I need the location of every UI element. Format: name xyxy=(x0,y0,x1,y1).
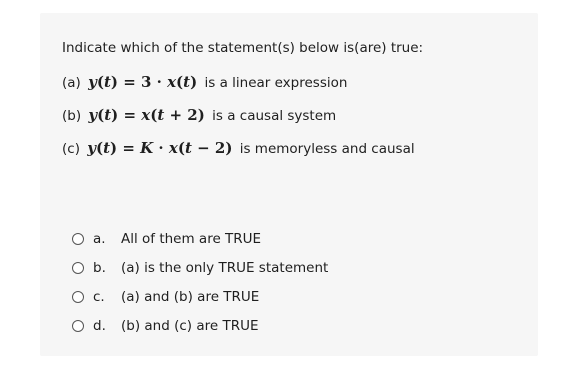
statement-tag: (c) xyxy=(62,141,80,157)
statement-a xyxy=(62,73,347,91)
option-label: All of them are TRUE xyxy=(121,231,262,247)
radio-button[interactable] xyxy=(72,320,84,332)
option-label: (a) and (b) are TRUE xyxy=(121,289,260,305)
statement-tag: (a) xyxy=(62,75,81,91)
answer-option-b[interactable] xyxy=(72,260,328,276)
equation: y(t) = 3 · x(t) xyxy=(88,73,198,91)
option-letter: b. xyxy=(93,260,106,276)
question-prompt: Indicate which of the statement(s) below is(are) true: xyxy=(62,40,424,56)
option-letter: a. xyxy=(93,231,106,247)
radio-button[interactable] xyxy=(72,262,84,274)
question-card xyxy=(40,13,538,356)
equation: y(t) = K · x(t − 2) xyxy=(87,139,233,157)
option-letter: d. xyxy=(93,318,106,334)
answer-option-a[interactable] xyxy=(72,231,261,247)
radio-button[interactable] xyxy=(72,233,84,245)
statement-c xyxy=(62,139,415,157)
option-label: (b) and (c) are TRUE xyxy=(121,318,259,334)
statement-text: is memoryless and causal xyxy=(239,141,415,157)
equation: y(t) = x(t + 2) xyxy=(88,106,205,124)
answer-option-d[interactable] xyxy=(72,318,259,334)
option-letter: c. xyxy=(93,289,105,305)
option-label: (a) is the only TRUE statement xyxy=(121,260,329,276)
answer-option-c[interactable] xyxy=(72,289,259,305)
statement-b xyxy=(62,106,336,124)
statement-text: is a linear expression xyxy=(204,75,348,91)
statement-text: is a causal system xyxy=(212,108,337,124)
statement-tag: (b) xyxy=(62,108,82,124)
radio-button[interactable] xyxy=(72,291,84,303)
